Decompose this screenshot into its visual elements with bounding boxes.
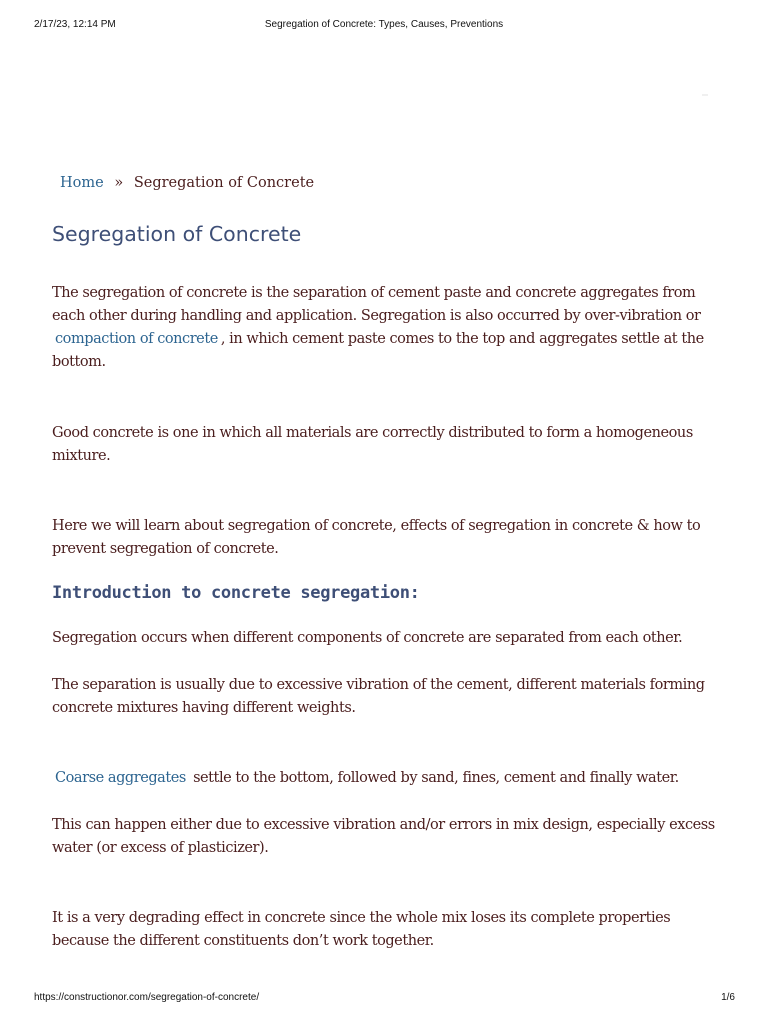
paragraph-text: The segregation of concrete is the separation of cement paste and concrete aggregates from each other during handling and application. Segregation is also occurred by over-vibration or [52, 285, 701, 324]
breadcrumb-separator: » [114, 175, 124, 191]
page-title: Segregation of Concrete [52, 222, 302, 246]
print-header [0, 19, 768, 33]
paragraph-overview: Here we will learn about segregation of concrete, effects of segregation in concrete & how to prevent segregation of concrete. [52, 518, 701, 557]
paragraph-definition [52, 282, 722, 374]
breadcrumb-home-link[interactable]: Home [60, 175, 104, 191]
print-page-number: 1/6 [721, 992, 735, 1003]
coarse-aggregates-link[interactable]: Coarse aggregates [55, 770, 186, 786]
paragraph-good-concrete: Good concrete is one in which all materials are correctly distributed to form a homogeneous mixture. [52, 425, 693, 464]
paragraph-coarse-aggregates [52, 767, 722, 790]
paragraph-degrading-effect: It is a very degrading effect in concrete since the whole mix loses its complete properties because the different constituents don’t work together. [52, 910, 671, 949]
paragraph-mix-design: This can happen either due to excessive vibration and/or errors in mix design, especially excess water (or excess of plasticizer). [52, 817, 715, 856]
paragraph-segregation-occurs: Segregation occurs when different components of concrete are separated from each other. [52, 630, 683, 646]
print-footer [0, 992, 768, 1006]
paragraph-text: , in which cement paste comes to the top and aggregates settle at the bottom. [52, 331, 704, 370]
paragraph-text: settle to the bottom, followed by sand, fines, cement and finally water. [193, 770, 679, 786]
paragraph-separation-cause: The separation is usually due to excessive vibration of the cement, different materials forming concrete mixtures having different weights. [52, 677, 705, 716]
compaction-of-concrete-link[interactable]: compaction of concrete [55, 331, 218, 347]
breadcrumb-current: Segregation of Concrete [133, 175, 315, 191]
decorative-mark [702, 94, 708, 96]
section-heading-introduction: Introduction to concrete segregation: [52, 583, 420, 603]
print-url: https://constructionor.com/segregation-of-concrete/ [34, 992, 260, 1003]
breadcrumb [60, 175, 314, 191]
print-datetime: 2/17/23, 12:14 PM [34, 19, 116, 30]
print-page-title: Segregation of Concrete: Types, Causes, Preventions [264, 19, 504, 30]
